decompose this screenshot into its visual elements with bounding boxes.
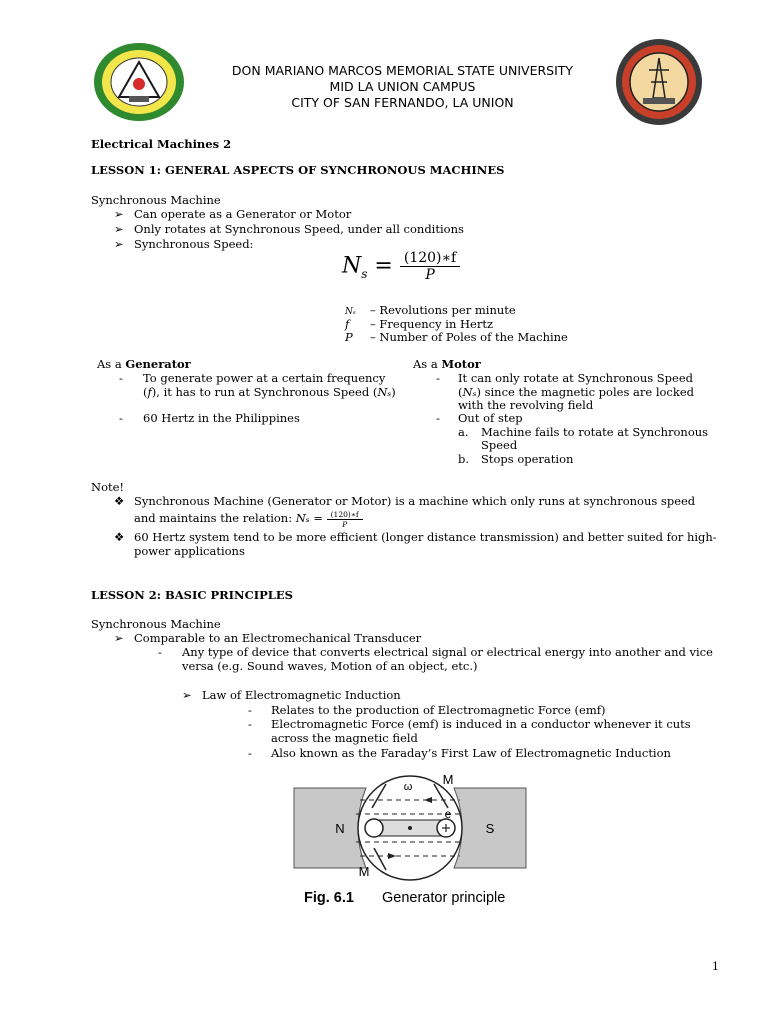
m-top-label: M [442, 772, 454, 787]
page-number: 1 [712, 960, 719, 973]
north-pole-shape [294, 788, 366, 868]
omega-label: ω [403, 781, 413, 793]
synchronous-speed-formula: $N_s$ = $\frac{(120)∗f}{P}$ [342, 250, 460, 283]
campus-name: MID LA UNION CAMPUS [329, 79, 476, 94]
right-engineering-seal [613, 38, 705, 126]
generator-principle-figure [290, 770, 530, 910]
formula-legend-row: f – Frequency in Hertz [345, 317, 494, 331]
note-item: ❖ Synchronous Machine (Generator or Motor) is a machine which only runs at synchronous speed [114, 494, 696, 508]
lesson2-subitem: - Any type of device that converts electrical signal or electrical energy into another and vice [158, 645, 713, 659]
lesson2-subitem-cont: across the magnetic field [271, 731, 418, 745]
lesson2-subitem: - Also known as the Faraday’s First Law of Electromagnetic Induction [248, 746, 671, 760]
diamond-bullet-icon: ❖ [114, 494, 125, 508]
course-title: Electrical Machines 2 [91, 137, 232, 151]
lesson2-subtitle: Synchronous Machine [91, 617, 221, 631]
note-item-cont: and maintains the relation: Nₛ = $\frac{(120)∗f}{P}$ [134, 508, 363, 529]
university-name: DON MARIANO MARCOS MEMORIAL STATE UNIVERSITY [231, 63, 574, 78]
lesson2-subitem: - Relates to the production of Electromagnetic Force (emf) [248, 703, 606, 717]
lesson2-bullet: ➢ Law of Electromagnetic Induction [182, 688, 401, 702]
motor-item-cont: (Nₛ) since the magnetic poles are locked [458, 385, 695, 399]
arrow-bullet-icon: ➢ [114, 222, 124, 236]
figure-caption-text: Generator principle [382, 890, 506, 906]
south-label: S [485, 821, 495, 836]
lesson1-title: LESSON 1: GENERAL ASPECTS OF SYNCHRONOUS MACHINES [91, 163, 505, 177]
note-label: Note! [91, 480, 125, 494]
motor-item: - It can only rotate at Synchronous Speed [436, 371, 694, 385]
generator-item: - To generate power at a certain frequency [119, 371, 386, 385]
formula-legend-row: Nₛ – Revolutions per minute [345, 303, 516, 317]
formula-legend-row: P – Number of Poles of the Machine [345, 330, 568, 344]
motor-item: - Out of step [436, 411, 523, 425]
diamond-bullet-icon: ❖ [114, 530, 125, 544]
lesson2-title: LESSON 2: BASIC PRINCIPLES [91, 588, 293, 602]
generator-item: - 60 Hertz in the Philippines [119, 411, 300, 425]
arrow-bullet-icon: ➢ [182, 688, 192, 702]
arrow-bullet-icon: ➢ [114, 631, 124, 645]
north-label: N [335, 821, 345, 836]
lesson1-bullet: ➢ Can operate as a Generator or Motor [114, 207, 352, 221]
lesson2-bullet: ➢ Comparable to an Electromechanical Transducer [114, 631, 422, 645]
lesson1-subtitle: Synchronous Machine [91, 193, 221, 207]
gear-seal-icon [613, 38, 705, 126]
motor-item-cont: with the revolving field [458, 398, 594, 412]
lesson2-subitem: - Electromagnetic Force (emf) is induced in a conductor whenever it cuts [248, 717, 691, 731]
motor-heading: As a Motor [413, 357, 481, 371]
arrow-bullet-icon: ➢ [114, 207, 124, 221]
generator-heading: As a Generator [97, 357, 191, 371]
note-item-cont: power applications [134, 544, 245, 558]
motor-subitem: b. Stops operation [458, 452, 574, 466]
left-seal-icon [93, 42, 185, 122]
m-bottom-label: M [358, 864, 370, 879]
generator-item-cont: (f), it has to run at Synchronous Speed (Nₛ) [143, 385, 396, 399]
motor-subitem-cont: Speed [481, 438, 518, 452]
lesson1-bullet: ➢ Synchronous Speed: [114, 237, 254, 251]
lesson2-subitem-cont: versa (e.g. Sound waves, Motion of an object, etc.) [182, 659, 478, 673]
figure-caption-number: Fig. 6.1 [304, 890, 354, 906]
motor-subitem: a. Machine fails to rotate at Synchronous [458, 425, 709, 439]
arrow-bullet-icon: ➢ [114, 237, 124, 251]
coil-conductor-left [365, 819, 383, 837]
lesson1-bullet: ➢ Only rotates at Synchronous Speed, under all conditions [114, 222, 464, 236]
left-university-seal [93, 42, 185, 122]
note-item: ❖ 60 Hertz system tend to be more efficient (longer distance transmission) and better suited for high- [114, 530, 717, 544]
city-name: CITY OF SAN FERNANDO, LA UNION [291, 95, 514, 110]
e-label: e [444, 807, 452, 821]
